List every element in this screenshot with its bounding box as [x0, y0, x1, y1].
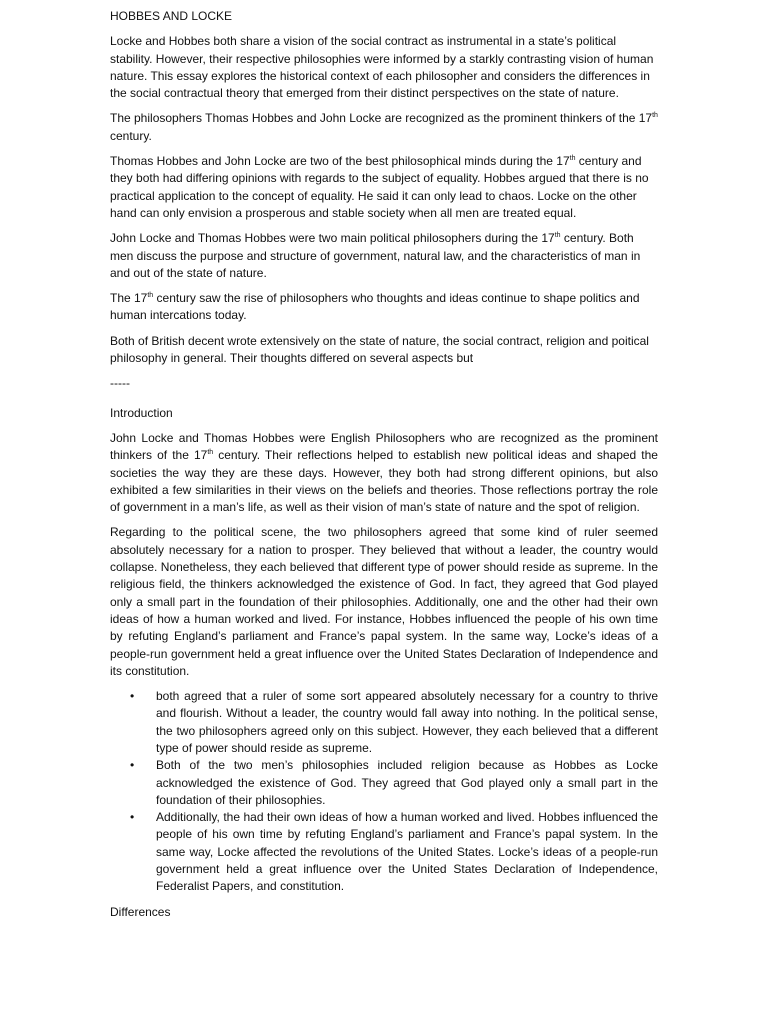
- bullet-icon: •: [130, 758, 135, 773]
- superscript-th: th: [554, 232, 561, 240]
- bullet-text: Both of the two men’s philosophies included religion because as Hobbes as Locke acknowledged the existence of God. They agreed that God played only a small part in the foundation of their philosophies.: [156, 758, 658, 807]
- superscript-th: th: [569, 155, 576, 163]
- bullet-item: [110, 809, 658, 895]
- superscript-th: th: [207, 449, 214, 457]
- paragraph-equality: Thomas Hobbes and John Locke are two of the best philosophical minds during the 17th century and they both had differing opinions with regards to the subject of equality. Hobbes argued that there is no practical application to the concept of equality. He said it can only lead to chaos. Locke on the other hand can only envision a prosperous and stable society when all men are treated equal.: [110, 154, 649, 220]
- superscript-th: th: [147, 292, 154, 300]
- introduction-paragraph-2: Regarding to the political scene, the two philosophers agreed that some kind of ruler seemed absolutely necessary for a nation to prosper. They believed that without a leader, the country would collapse. Nonetheless, they each believed that different type of power should reside as supreme. In the religious field, the thinkers acknowledged the existence of God. In fact, they agreed that God played only a small part in the foundation of their philosophies. Additionally, one and the other had their own ideas of how a human worked and lived. For instance, Hobbes influenced the people of his own time by refuting England’s parliament and France’s papal system. In the same way, Locke’s ideas of a people-run government held a great influence over the United States Declaration of Independence and its constitution.: [110, 525, 658, 678]
- differences-heading: Differences: [110, 904, 171, 919]
- paragraph-political-philosophers: John Locke and Thomas Hobbes were two main political philosophers during the 17th century. Both men discuss the purpose and structure of government, natural law, and the characteristics of man in and out of the state of nature.: [110, 231, 641, 280]
- bullet-icon: •: [130, 689, 135, 704]
- bullet-list: [110, 688, 658, 896]
- introduction-heading: Introduction: [110, 405, 173, 420]
- paragraph-prominent-thinkers: The philosophers Thomas Hobbes and John Locke are recognized as the prominent thinkers of the 17th century.: [110, 111, 658, 143]
- document-page: [110, 8, 658, 921]
- paragraph-british-decent: Both of British decent wrote extensively on the state of nature, the social contract, religion and poitical philosophy in general. Their thoughts differed on several aspects but: [110, 333, 649, 366]
- bullet-item: [110, 757, 658, 809]
- bullet-text: Additionally, the had their own ideas of how a human worked and lived. Hobbes influenced the people of his own time by refuting England’s parliament and France’s papal system. In the same way, Locke affected the revolutions of the United States. Locke’s ideas of a people-run government held a great influence over the United States Declaration of Independence, Federalist Papers, and constitution.: [156, 810, 658, 894]
- bullet-item: [110, 688, 658, 757]
- paragraph-rise-of-philosophers: The 17th century saw the rise of philosophers who thoughts and ideas continue to shape politics and human intercations today.: [110, 291, 640, 323]
- paragraph-intro-summary: Locke and Hobbes both share a vision of the social contract as instrumental in a state’s political stability. However, their respective philosophies were informed by a starkly contrasting vision of human nature. This essay explores the historical context of each philosopher and considers the differences in the social contractual theory that emerged from their distinct perspectives on the state of nature.: [110, 34, 654, 101]
- document-title: HOBBES AND LOCKE: [110, 9, 233, 23]
- superscript-th: th: [652, 112, 658, 120]
- introduction-paragraph-1: John Locke and Thomas Hobbes were English Philosophers who are recognized as the prominent thinkers of the 17th century. Their reflections helped to establish new political ideas and shaped the societies the way they are these days. However, they both had strong different opinions, but also exhibited a few similarities in their views on the beliefs and theories. Those reflections portray the role of government in a man’s life, as well as their vision of man’s state of nature and the spot of religion.: [110, 430, 658, 515]
- bullet-icon: •: [130, 810, 135, 825]
- separator-line: -----: [110, 376, 130, 391]
- bullet-text: both agreed that a ruler of some sort appeared absolutely necessary for a country to thrive and flourish. Without a leader, the country would fall away into nothing. In the political sense, the two philosophers agreed only on this subject. However, they each believed that a different type of power should reside as supreme.: [156, 689, 658, 755]
